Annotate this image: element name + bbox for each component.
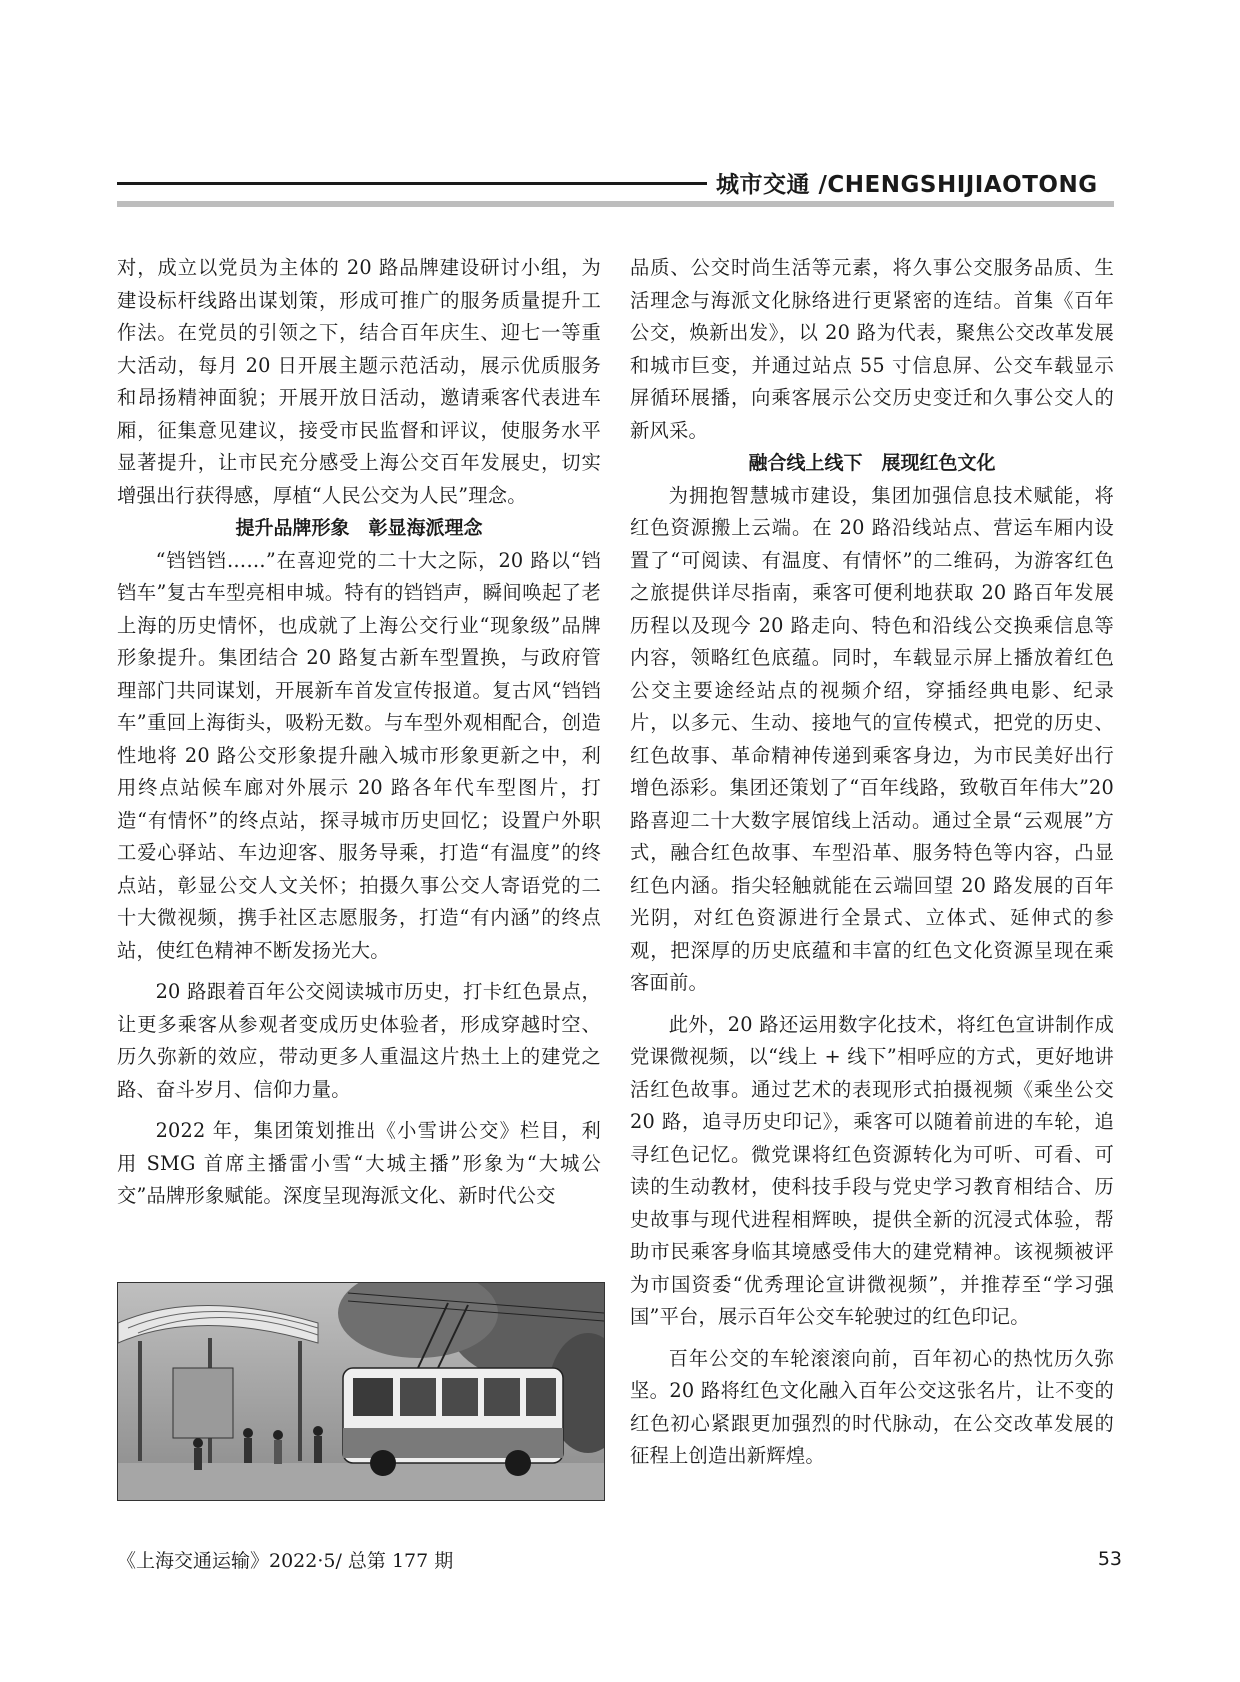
paragraph: 2022 年，集团策划推出《小雪讲公交》栏目，利用 SMG 首席主播雷小雪“大城主播”形象为“大城公交”品牌形象赋能。深度呈现海派文化、新时代公交 xyxy=(117,1119,601,1207)
section-heading: 融合线上线下 展现红色文化 xyxy=(748,452,996,474)
paragraph: 20 路跟着百年公交阅读城市历史，打卡红色景点，让更多乘客从参观者变成历史体验者，形成穿越时空、历久弥新的效应，带动更多人重温这片热土上的建党之路、奋斗岁月、信仰力量。 xyxy=(117,980,601,1101)
paragraph: 为拥抱智慧城市建设，集团加强信息技术赋能，将红色资源搬上云端。在 20 路沿线站点、营运车厢内设置了“可阅读、有温度、有情怀”的二维码，为游客红色之旅提供详尽指南，乘客可便利地获取 20 路百年发展历程以及现今 20 路走向、特色和沿线公交换乘信息等内容，领略红色底蕴。同时，车载显示屏上播放着红色公交主要途经站点的视频介绍，穿插经典电影、纪录片，以多元、生动、接地气的宣传模式，把党的历史、红色故事、革命精神传递到乘客身边，为市民美好出行增色添彩。集团还策划了“百年线路，致敬百年伟大”20 路喜迎二十大数字展馆线上活动。通过全景“云观展”方式，融合红色故事、车型沿革、服务特色等内容，凸显红色内涵。指尖轻触就能在云端回望 20 路发展的百年光阴，对红色资源进行全景式、立体式、延伸式的参观，把深厚的历史底蕴和丰富的红色文化资源呈现在乘客面前。 xyxy=(630,483,1114,994)
section-title: 城市交通 /CHENGSHIJIAOTONG xyxy=(716,172,1098,198)
paragraph: 品质、公交时尚生活等元素，将久事公交服务品质、生活理念与海派文化脉络进行更紧密的连结。首集《百年公交，焕新出发》，以 20 路为代表，聚焦公交改革发展和城市巨变，并通过站点 55 寸信息屏、公交车载显示屏循环展播，向乘客展示公交历史变迁和久事公交人的新风采。 xyxy=(630,256,1114,442)
journal-citation: 《上海交通运输》2022·5/ 总第 177 期 xyxy=(117,1550,454,1572)
paragraph: “铛铛铛……”在喜迎党的二十大之际，20 路以“铛铛车”复古车型亮相申城。特有的铛铛声，瞬间唤起了老上海的历史情怀，也成就了上海公交行业“现象级”品牌形象提升。集团结合 20 路复古新车型置换，与政府管理部门共同谋划，开展新车首发宣传报道。复古风“铛铛车”重回上海街头，吸粉无数。与车型外观相配合，创造性地将 20 路公交形象提升融入城市形象更新之中，利用终点站候车廊对外展示 20 路各年代车型图片，打造“有情怀”的终点站，探寻城市历史回忆；设置户外职工爱心驿站、车边迎客、服务导乘，打造“有温度”的终点站，彰显公交人文关怀；拍摄久事公交人寄语党的二十大微视频，携手社区志愿服务，打造“有内涵”的终点站，使红色精神不断发扬光大。 xyxy=(117,548,601,962)
header-rule xyxy=(117,182,707,185)
right-column xyxy=(630,252,1114,1473)
paragraph: 此外，20 路还运用数字化技术，将红色宣讲制作成党课微视频，以“线上 + 线下”相呼应的方式，更好地讲活红色故事。通过艺术的表现形式拍摄视频《乘坐公交 20 路，追寻历史印记》，乘客可以随着前进的车轮，追寻红色记忆。微党课将红色资源转化为可听、可看、可读的生动教材，使科技手段与党史学习教育相结合、历史故事与现代进程相辉映，提供全新的沉浸式体验，帮助市民乘客身临其境感受伟大的建党精神。该视频被评为市国资委“优秀理论宣讲微视频”，并推荐至“学习强国”平台，展示百年公交车轮驶过的红色印记。 xyxy=(630,1012,1114,1328)
page-number: 53 xyxy=(1097,1548,1122,1570)
photo-illustration xyxy=(118,1283,604,1500)
bus-terminal-photo xyxy=(117,1282,605,1501)
left-column xyxy=(117,252,601,1213)
section-heading: 提升品牌形象 彰显海派理念 xyxy=(235,517,483,539)
paragraph: 对，成立以党员为主体的 20 路品牌建设研讨小组，为建设标杆线路出谋划策，形成可推广的服务质量提升工作法。在党员的引领之下，结合百年庆生、迎七一等重大活动，每月 20 日开展主题示范活动，展示优质服务和昂扬精神面貌；开展开放日活动，邀请乘客代表进车厢，征集意见建议，接受市民监督和评议，使服务水平显著提升，让市民充分感受上海公交百年发展史，切实增强出行获得感，厚植“人民公交为人民”理念。 xyxy=(117,256,601,507)
paragraph: 百年公交的车轮滚滚向前，百年初心的热忱历久弥坚。20 路将红色文化融入百年公交这张名片，让不变的红色初心紧跟更加强烈的时代脉动，在公交改革发展的征程上创造出新辉煌。 xyxy=(630,1346,1114,1467)
header-band xyxy=(117,201,1114,207)
